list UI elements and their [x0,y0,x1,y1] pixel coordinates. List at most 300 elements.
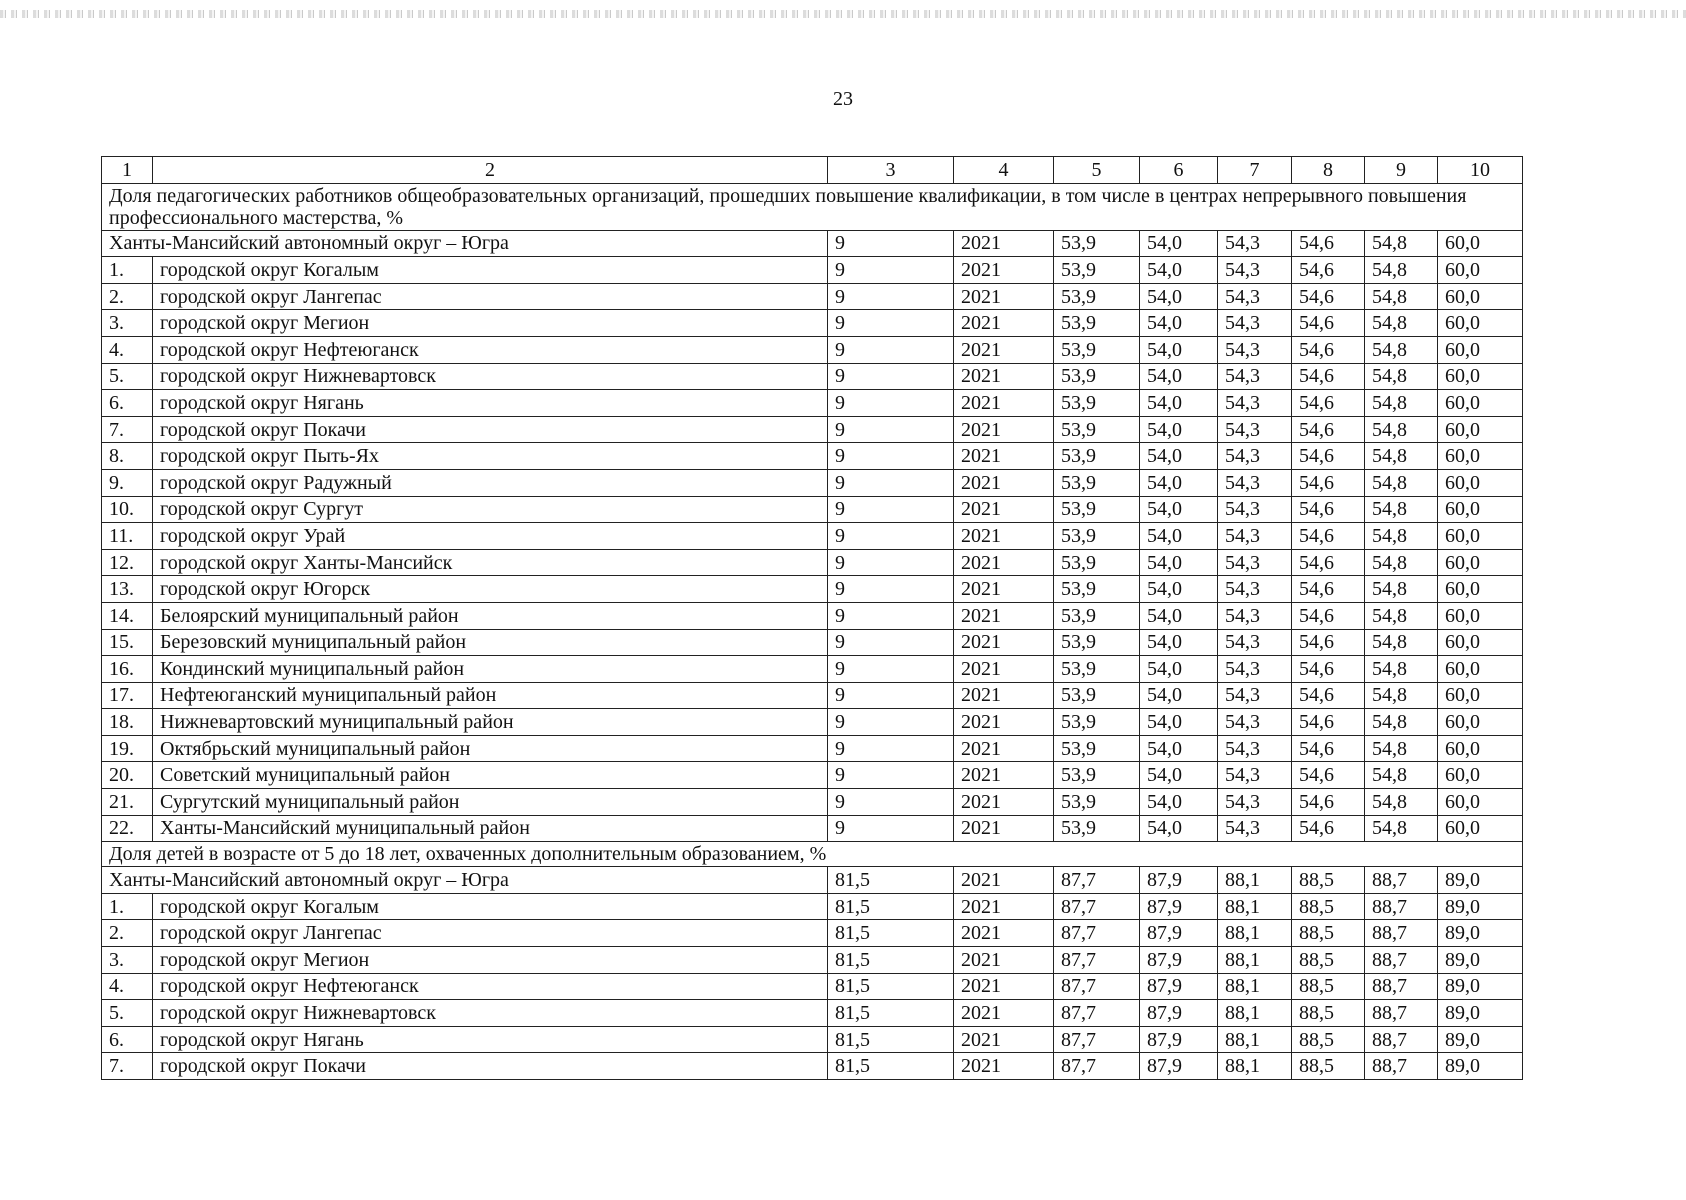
value-cell: 54,8 [1365,789,1438,816]
value-cell: 81,5 [828,973,954,1000]
value-cell: 54,6 [1292,230,1365,257]
municipality-name: Сургутский муниципальный район [153,789,828,816]
municipality-name: городской округ Нефтеюганск [153,973,828,1000]
value-cell: 54,3 [1218,336,1292,363]
table-row [102,257,1523,284]
value-cell: 9 [828,656,954,683]
row-number: 6. [102,390,153,417]
value-cell: 87,9 [1140,1000,1218,1027]
value-cell: 9 [828,762,954,789]
table-row [102,363,1523,390]
value-cell: 89,0 [1438,920,1523,947]
value-cell: 54,3 [1218,390,1292,417]
section-title: Доля педагогических работников общеобразовательных организаций, прошедших повышение квалификации, в том числе в центрах непрерывного повышения профессионального мастерства, % [102,183,1523,230]
value-cell: 81,5 [828,893,954,920]
row-number: 19. [102,735,153,762]
value-cell: 88,7 [1365,947,1438,974]
table-row [102,682,1523,709]
value-cell: 54,0 [1140,576,1218,603]
value-cell: 88,1 [1218,920,1292,947]
value-cell: 89,0 [1438,867,1523,894]
table-row [102,815,1523,842]
value-cell: 88,1 [1218,973,1292,1000]
row-number: 15. [102,629,153,656]
value-cell: 2021 [954,336,1054,363]
value-cell: 81,5 [828,1000,954,1027]
value-cell: 54,8 [1365,709,1438,736]
value-cell: 54,8 [1365,230,1438,257]
value-cell: 9 [828,443,954,470]
value-cell: 2021 [954,1053,1054,1080]
row-number: 2. [102,920,153,947]
value-cell: 2021 [954,682,1054,709]
municipality-name: Нефтеюганский муниципальный район [153,682,828,709]
value-cell: 89,0 [1438,1026,1523,1053]
row-number: 14. [102,602,153,629]
row-number: 17. [102,682,153,709]
value-cell: 9 [828,469,954,496]
municipality-name: городской округ Мегион [153,947,828,974]
value-cell: 9 [828,576,954,603]
value-cell: 88,5 [1292,1026,1365,1053]
value-cell: 53,9 [1054,257,1140,284]
value-cell: 89,0 [1438,973,1523,1000]
value-cell: 9 [828,336,954,363]
value-cell: 54,8 [1365,762,1438,789]
value-cell: 2021 [954,283,1054,310]
table-row [102,416,1523,443]
value-cell: 54,8 [1365,416,1438,443]
value-cell: 54,3 [1218,629,1292,656]
table-row [102,576,1523,603]
column-number: 7 [1218,157,1292,184]
value-cell: 54,3 [1218,469,1292,496]
column-number: 10 [1438,157,1523,184]
value-cell: 53,9 [1054,602,1140,629]
value-cell: 54,0 [1140,283,1218,310]
value-cell: 53,9 [1054,762,1140,789]
value-cell: 53,9 [1054,443,1140,470]
value-cell: 9 [828,363,954,390]
value-cell: 54,0 [1140,257,1218,284]
row-number: 2. [102,283,153,310]
column-number: 9 [1365,157,1438,184]
value-cell: 54,3 [1218,549,1292,576]
value-cell: 53,9 [1054,576,1140,603]
value-cell: 2021 [954,656,1054,683]
value-cell: 81,5 [828,920,954,947]
municipality-name: городской округ Нижневартовск [153,1000,828,1027]
value-cell: 54,0 [1140,496,1218,523]
value-cell: 88,7 [1365,867,1438,894]
value-cell: 54,8 [1365,390,1438,417]
value-cell: 88,1 [1218,1000,1292,1027]
value-cell: 54,0 [1140,310,1218,337]
value-cell: 2021 [954,390,1054,417]
table-row [102,947,1523,974]
section-title-row [102,183,1523,230]
value-cell: 54,8 [1365,257,1438,284]
value-cell: 54,3 [1218,257,1292,284]
value-cell: 54,0 [1140,443,1218,470]
value-cell: 9 [828,815,954,842]
row-number: 3. [102,947,153,974]
value-cell: 54,6 [1292,283,1365,310]
value-cell: 81,5 [828,947,954,974]
value-cell: 54,6 [1292,815,1365,842]
region-name: Ханты-Мансийский автономный округ – Югра [102,867,828,894]
municipality-name: городской округ Мегион [153,310,828,337]
value-cell: 54,3 [1218,576,1292,603]
table-row [102,735,1523,762]
row-number: 4. [102,973,153,1000]
value-cell: 2021 [954,735,1054,762]
value-cell: 87,9 [1140,893,1218,920]
value-cell: 54,8 [1365,629,1438,656]
value-cell: 54,3 [1218,496,1292,523]
value-cell: 53,9 [1054,416,1140,443]
value-cell: 54,6 [1292,469,1365,496]
municipality-name: городской округ Нефтеюганск [153,336,828,363]
municipality-name: городской округ Югорск [153,576,828,603]
row-number: 22. [102,815,153,842]
value-cell: 87,7 [1054,1000,1140,1027]
row-number: 5. [102,363,153,390]
column-number: 5 [1054,157,1140,184]
value-cell: 2021 [954,947,1054,974]
value-cell: 54,0 [1140,336,1218,363]
value-cell: 88,1 [1218,867,1292,894]
value-cell: 54,6 [1292,363,1365,390]
value-cell: 54,3 [1218,709,1292,736]
value-cell: 53,9 [1054,523,1140,550]
value-cell: 54,6 [1292,629,1365,656]
column-number: 2 [153,157,828,184]
section-title: Доля детей в возрасте от 5 до 18 лет, охваченных дополнительным образованием, % [102,842,1523,867]
value-cell: 54,8 [1365,523,1438,550]
row-number: 1. [102,893,153,920]
value-cell: 54,3 [1218,416,1292,443]
value-cell: 88,7 [1365,893,1438,920]
value-cell: 81,5 [828,1026,954,1053]
value-cell: 54,6 [1292,735,1365,762]
column-number: 6 [1140,157,1218,184]
table-row [102,443,1523,470]
section-title-row [102,842,1523,867]
value-cell: 88,5 [1292,920,1365,947]
scan-top-edge [0,10,1686,18]
row-number: 16. [102,656,153,683]
table-row [102,656,1523,683]
value-cell: 54,3 [1218,735,1292,762]
table-row [102,336,1523,363]
value-cell: 53,9 [1054,230,1140,257]
value-cell: 87,9 [1140,973,1218,1000]
value-cell: 54,8 [1365,735,1438,762]
value-cell: 54,6 [1292,656,1365,683]
value-cell: 60,0 [1438,443,1523,470]
value-cell: 9 [828,310,954,337]
value-cell: 88,5 [1292,1000,1365,1027]
value-cell: 60,0 [1438,496,1523,523]
row-number: 6. [102,1026,153,1053]
value-cell: 53,9 [1054,815,1140,842]
value-cell: 53,9 [1054,656,1140,683]
value-cell: 60,0 [1438,682,1523,709]
table-row [102,709,1523,736]
value-cell: 53,9 [1054,310,1140,337]
value-cell: 54,0 [1140,709,1218,736]
row-number: 4. [102,336,153,363]
value-cell: 88,7 [1365,973,1438,1000]
value-cell: 9 [828,523,954,550]
value-cell: 89,0 [1438,947,1523,974]
value-cell: 9 [828,549,954,576]
column-number: 8 [1292,157,1365,184]
value-cell: 53,9 [1054,496,1140,523]
value-cell: 88,5 [1292,867,1365,894]
value-cell: 54,6 [1292,390,1365,417]
value-cell: 2021 [954,709,1054,736]
value-cell: 9 [828,230,954,257]
value-cell: 2021 [954,920,1054,947]
value-cell: 87,9 [1140,1053,1218,1080]
value-cell: 89,0 [1438,1000,1523,1027]
value-cell: 60,0 [1438,815,1523,842]
value-cell: 87,7 [1054,893,1140,920]
value-cell: 54,0 [1140,656,1218,683]
value-cell: 88,5 [1292,947,1365,974]
municipality-name: городской округ Лангепас [153,920,828,947]
municipality-name: городской округ Радужный [153,469,828,496]
value-cell: 54,8 [1365,656,1438,683]
value-cell: 54,3 [1218,310,1292,337]
value-cell: 81,5 [828,867,954,894]
value-cell: 60,0 [1438,416,1523,443]
value-cell: 54,3 [1218,523,1292,550]
value-cell: 60,0 [1438,310,1523,337]
municipality-name: Ханты-Мансийский муниципальный район [153,815,828,842]
value-cell: 54,3 [1218,230,1292,257]
value-cell: 89,0 [1438,893,1523,920]
table-row [102,283,1523,310]
value-cell: 54,8 [1365,363,1438,390]
value-cell: 54,0 [1140,602,1218,629]
value-cell: 2021 [954,602,1054,629]
value-cell: 54,3 [1218,762,1292,789]
value-cell: 87,9 [1140,920,1218,947]
value-cell: 60,0 [1438,735,1523,762]
value-cell: 9 [828,257,954,284]
value-cell: 87,7 [1054,973,1140,1000]
value-cell: 87,7 [1054,947,1140,974]
value-cell: 53,9 [1054,390,1140,417]
table-row [102,496,1523,523]
municipality-name: городской округ Урай [153,523,828,550]
value-cell: 60,0 [1438,257,1523,284]
row-number: 18. [102,709,153,736]
row-number: 7. [102,416,153,443]
value-cell: 88,5 [1292,1053,1365,1080]
value-cell: 2021 [954,815,1054,842]
value-cell: 54,3 [1218,815,1292,842]
municipality-name: городской округ Когалым [153,893,828,920]
table-row [102,310,1523,337]
value-cell: 2021 [954,629,1054,656]
value-cell: 87,7 [1054,920,1140,947]
value-cell: 54,8 [1365,283,1438,310]
value-cell: 54,6 [1292,789,1365,816]
row-number: 1. [102,257,153,284]
value-cell: 9 [828,416,954,443]
value-cell: 54,0 [1140,390,1218,417]
value-cell: 54,0 [1140,735,1218,762]
value-cell: 9 [828,496,954,523]
value-cell: 9 [828,602,954,629]
municipality-name: городской округ Пыть-Ях [153,443,828,470]
column-number: 3 [828,157,954,184]
value-cell: 60,0 [1438,283,1523,310]
row-number: 7. [102,1053,153,1080]
value-cell: 88,7 [1365,1000,1438,1027]
value-cell: 9 [828,735,954,762]
value-cell: 53,9 [1054,336,1140,363]
value-cell: 60,0 [1438,762,1523,789]
value-cell: 54,3 [1218,682,1292,709]
value-cell: 54,8 [1365,815,1438,842]
value-cell: 54,0 [1140,469,1218,496]
value-cell: 54,6 [1292,602,1365,629]
value-cell: 54,6 [1292,576,1365,603]
value-cell: 54,8 [1365,336,1438,363]
value-cell: 2021 [954,789,1054,816]
value-cell: 54,0 [1140,523,1218,550]
value-cell: 2021 [954,1000,1054,1027]
value-cell: 54,0 [1140,230,1218,257]
table-row [102,920,1523,947]
data-table [101,156,1523,1080]
table-row [102,762,1523,789]
value-cell: 88,7 [1365,1053,1438,1080]
value-cell: 87,7 [1054,1053,1140,1080]
value-cell: 2021 [954,310,1054,337]
table-row [102,1026,1523,1053]
value-cell: 54,8 [1365,443,1438,470]
value-cell: 54,6 [1292,762,1365,789]
value-cell: 54,8 [1365,576,1438,603]
value-cell: 60,0 [1438,336,1523,363]
value-cell: 60,0 [1438,709,1523,736]
value-cell: 54,6 [1292,709,1365,736]
value-cell: 88,1 [1218,893,1292,920]
row-number: 20. [102,762,153,789]
column-number-row [102,157,1523,184]
value-cell: 60,0 [1438,469,1523,496]
row-number: 10. [102,496,153,523]
value-cell: 88,7 [1365,920,1438,947]
table-row [102,789,1523,816]
value-cell: 87,7 [1054,1026,1140,1053]
value-cell: 88,1 [1218,1053,1292,1080]
municipality-name: городской округ Сургут [153,496,828,523]
row-number: 3. [102,310,153,337]
table-row [102,629,1523,656]
municipality-name: городской округ Покачи [153,1053,828,1080]
value-cell: 54,3 [1218,656,1292,683]
value-cell: 9 [828,682,954,709]
value-cell: 2021 [954,363,1054,390]
value-cell: 54,6 [1292,310,1365,337]
page-number: 23 [833,88,853,110]
value-cell: 2021 [954,893,1054,920]
municipality-name: городской округ Нягань [153,390,828,417]
value-cell: 60,0 [1438,363,1523,390]
value-cell: 54,3 [1218,602,1292,629]
region-name: Ханты-Мансийский автономный округ – Югра [102,230,828,257]
value-cell: 54,6 [1292,443,1365,470]
value-cell: 60,0 [1438,602,1523,629]
row-number: 11. [102,523,153,550]
value-cell: 9 [828,283,954,310]
value-cell: 54,6 [1292,257,1365,284]
value-cell: 54,0 [1140,416,1218,443]
value-cell: 60,0 [1438,230,1523,257]
value-cell: 9 [828,709,954,736]
value-cell: 88,1 [1218,947,1292,974]
value-cell: 2021 [954,973,1054,1000]
row-number: 12. [102,549,153,576]
table-row [102,523,1523,550]
municipality-name: Березовский муниципальный район [153,629,828,656]
value-cell: 54,6 [1292,682,1365,709]
value-cell: 53,9 [1054,283,1140,310]
value-cell: 54,8 [1365,549,1438,576]
value-cell: 53,9 [1054,363,1140,390]
value-cell: 54,0 [1140,789,1218,816]
value-cell: 54,0 [1140,815,1218,842]
municipality-name: городской округ Нижневартовск [153,363,828,390]
value-cell: 2021 [954,576,1054,603]
municipality-name: Кондинский муниципальный район [153,656,828,683]
value-cell: 87,9 [1140,867,1218,894]
table-row [102,1000,1523,1027]
value-cell: 60,0 [1438,390,1523,417]
table-row [102,469,1523,496]
value-cell: 9 [828,390,954,417]
row-number: 13. [102,576,153,603]
total-row [102,230,1523,257]
value-cell: 81,5 [828,1053,954,1080]
value-cell: 53,9 [1054,549,1140,576]
value-cell: 88,1 [1218,1026,1292,1053]
value-cell: 54,0 [1140,762,1218,789]
row-number: 8. [102,443,153,470]
value-cell: 87,9 [1140,1026,1218,1053]
value-cell: 54,6 [1292,549,1365,576]
value-cell: 54,8 [1365,496,1438,523]
value-cell: 2021 [954,443,1054,470]
table-row [102,602,1523,629]
value-cell: 2021 [954,867,1054,894]
table-row [102,893,1523,920]
value-cell: 53,9 [1054,789,1140,816]
table-row [102,390,1523,417]
value-cell: 2021 [954,762,1054,789]
value-cell: 89,0 [1438,1053,1523,1080]
value-cell: 88,5 [1292,893,1365,920]
value-cell: 53,9 [1054,682,1140,709]
value-cell: 60,0 [1438,576,1523,603]
